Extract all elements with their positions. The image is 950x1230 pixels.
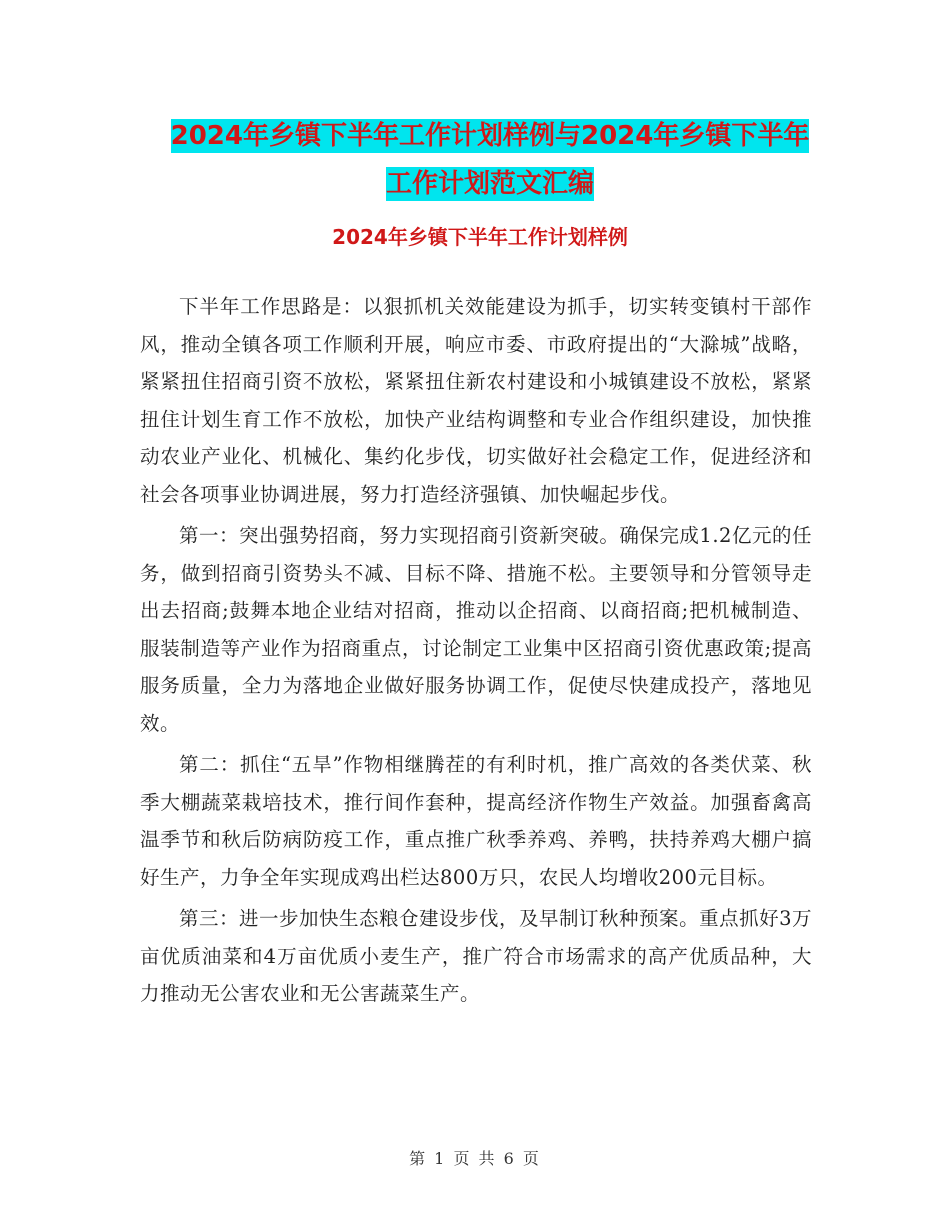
page-number-footer: 第 1 页 共 6 页: [409, 1149, 541, 1168]
document-title-line1: 2024年乡镇下半年工作计划样例与2024年乡镇下半年: [170, 121, 810, 151]
section-title: 2024年乡镇下半年工作计划样例: [332, 225, 628, 249]
paragraph-third: 第三：进一步加快生态粮仓建设步伐，及早制订秋种预案。重点抓好3万亩优质油菜和4万亩优质小麦生产，推广符合市场需求的高产优质品种，大力推动无公害农业和无公害蔬菜生产。: [140, 907, 812, 1005]
document-title-line2: 工作计划范文汇编: [385, 169, 594, 199]
paragraph-first: 第一：突出强势招商，努力实现招商引资新突破。确保完成1.2亿元的任务，做到招商引资势头不减、目标不降、措施不松。主要领导和分管领导走出去招商;鼓舞本地企业结对招商，推动以企招商、以商招商;把机械制造、服装制造等产业作为招商重点，讨论制定工业集中区招商引资优惠政策;提高服务质量，全力为落地企业做好服务协调工作，促使尽快建成投产，落地见效。: [140, 524, 812, 735]
document-body: [140, 288, 812, 1017]
paragraph-second: 第二：抓住“五旱”作物相继腾茬的有利时机，推广高效的各类伏菜、秋季大棚蔬菜栽培技术，推行间作套种，提高经济作物生产效益。加强畜禽高温季节和秋后防病防疫工作，重点推广秋季养鸡、养鸭，扶持养鸡大棚户搞好生产，力争全年实现成鸡出栏达800万只，农民人均增收200元目标。: [140, 753, 812, 889]
document-title: [140, 112, 840, 208]
paragraph-intro: 下半年工作思路是：以狠抓机关效能建设为抓手，切实转变镇村干部作风，推动全镇各项工作顺利开展，响应市委、市政府提出的“大滁城”战略，紧紧扭住招商引资不放松，紧紧扭住新农村建设和小城镇建设不放松，紧紧扭住计划生育工作不放松，加快产业结构调整和专业合作组织建设，加快推动农业产业化、机械化、集约化步伐，切实做好社会稳定工作，促进经济和社会各项事业协调进展，努力打造经济强镇、加快崛起步伐。: [140, 295, 812, 506]
